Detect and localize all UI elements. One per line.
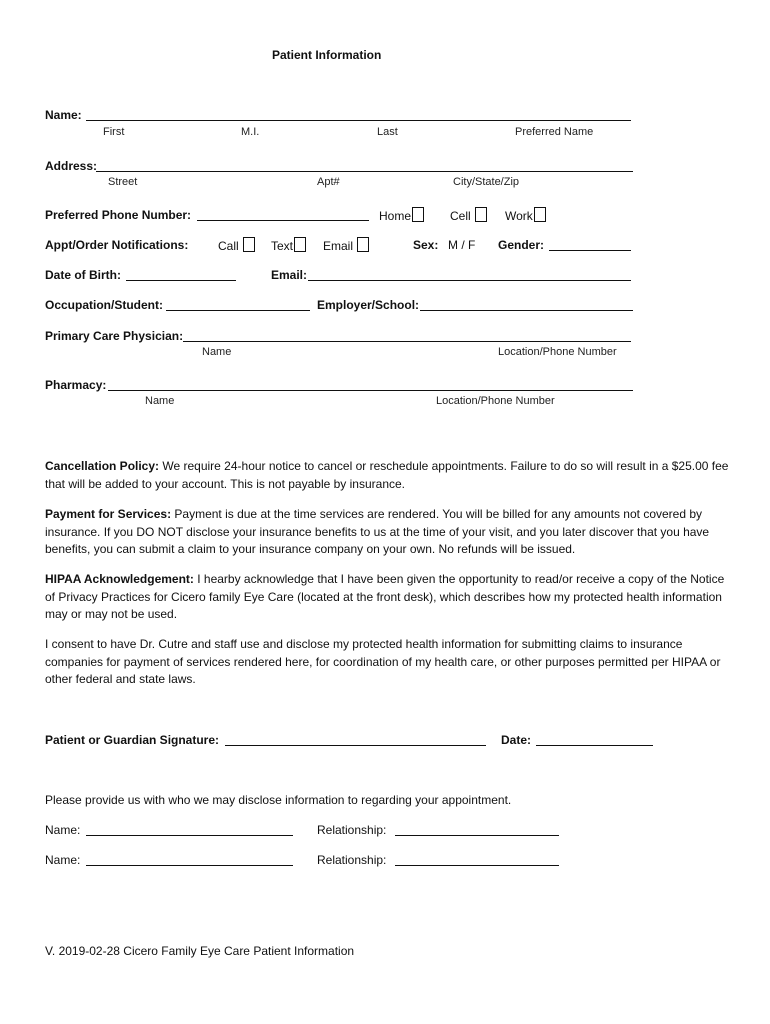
phone-cell-label: Cell (450, 209, 471, 223)
pcp-label: Primary Care Physician: (45, 329, 184, 343)
disclose-name-label-1: Name: (45, 823, 81, 837)
date-field[interactable] (536, 745, 653, 746)
email-field[interactable] (308, 280, 631, 281)
disclose-name-field-2[interactable] (86, 865, 293, 866)
notifications-label: Appt/Order Notifications: (45, 238, 189, 252)
phone-home-label: Home (379, 209, 412, 223)
notif-email-label: Email (323, 239, 354, 253)
gender-field[interactable] (549, 250, 631, 251)
phone-work-option[interactable] (505, 207, 546, 223)
disclose-relationship-label-2: Relationship: (317, 853, 387, 867)
work-checkbox[interactable] (534, 207, 546, 222)
phone-work-label: Work (505, 209, 533, 223)
name-caption-mi: M.I. (241, 126, 260, 138)
name-field[interactable] (86, 120, 631, 121)
phone-label: Preferred Phone Number: (45, 208, 192, 222)
text-checkbox[interactable] (294, 237, 306, 252)
notif-text-option[interactable] (271, 237, 306, 253)
consent-paragraph: I consent to have Dr. Cutre and staff use and disclose my protected health information for submitting claims to insurance companies for payment of services rendered here, for coordination of my health care, or other purposes permitted per HIPAA or other federal and state laws. (45, 637, 721, 686)
phone-field[interactable] (197, 220, 369, 221)
disclose-intro: Please provide us with who we may disclose information to regarding your appointment. (45, 793, 512, 807)
address-caption-apt: Apt# (317, 176, 340, 188)
cancellation-text: We require 24-hour notice to cancel or reschedule appointments. Failure to do so will result in a $25.00 fee that will be added to your account. This is not payable by insurance. (45, 459, 729, 491)
disclose-relationship-field-2[interactable] (395, 865, 559, 866)
gender-label: Gender: (498, 238, 545, 252)
occupation-field[interactable] (166, 310, 310, 311)
address-label: Address: (45, 159, 98, 173)
name-caption-first: First (103, 126, 125, 138)
disclose-relationship-label-1: Relationship: (317, 823, 387, 837)
name-label: Name: (45, 108, 82, 122)
signature-label: Patient or Guardian Signature: (45, 733, 220, 747)
occupation-label: Occupation/Student: (45, 298, 163, 312)
hipaa-heading: HIPAA Acknowledgement: (45, 572, 194, 586)
payment-text: Payment is due at the time services are rendered. You will be billed for any amounts not covered by insurance. If you DO NOT disclose your insurance benefits to us at the time of your visit, and you later discover that you have benefits, you can submit a claim to your insurance company on your own. No refunds will be issued. (45, 507, 710, 556)
notif-call-label: Call (218, 239, 239, 253)
notif-email-option[interactable] (323, 237, 369, 253)
address-caption-street: Street (108, 176, 138, 188)
cancellation-heading: Cancellation Policy: (45, 459, 160, 473)
disclose-relationship-field-1[interactable] (395, 835, 559, 836)
dob-field[interactable] (126, 280, 236, 281)
footer-version: V. 2019-02-28 Cicero Family Eye Care Patient Information (45, 944, 355, 958)
address-field[interactable] (96, 171, 633, 172)
pharmacy-field[interactable] (108, 390, 633, 391)
pcp-field[interactable] (183, 341, 631, 342)
pcp-caption-location: Location/Phone Number (498, 346, 617, 358)
home-checkbox[interactable] (412, 207, 424, 222)
call-checkbox[interactable] (243, 237, 255, 252)
page-title: Patient Information (272, 48, 382, 62)
sex-value[interactable]: M / F (448, 238, 476, 252)
employer-label: Employer/School: (317, 298, 420, 312)
cell-checkbox[interactable] (475, 207, 487, 222)
email-label: Email: (271, 268, 308, 282)
pharmacy-caption-name: Name (145, 395, 175, 407)
disclose-name-field-1[interactable] (86, 835, 293, 836)
sex-label: Sex: (413, 238, 439, 252)
phone-cell-option[interactable] (450, 207, 487, 223)
hipaa-text: I hearby acknowledge that I have been given the opportunity to read/or receive a copy of the Notice of Privacy Practices for Cicero family Eye Care (located at the front desk), which describes how my protected health information may or may not be used. (45, 572, 725, 621)
email-checkbox[interactable] (357, 237, 369, 252)
name-caption-last: Last (377, 126, 398, 138)
pcp-caption-name: Name (202, 346, 232, 358)
employer-field[interactable] (420, 310, 633, 311)
notif-text-label: Text (271, 239, 294, 253)
dob-label: Date of Birth: (45, 268, 121, 282)
name-caption-preferred: Preferred Name (515, 126, 594, 138)
pharmacy-label: Pharmacy: (45, 378, 107, 392)
disclose-name-label-2: Name: (45, 853, 81, 867)
phone-home-option[interactable] (379, 207, 424, 223)
pharmacy-caption-location: Location/Phone Number (436, 395, 555, 407)
hipaa-acknowledgement (45, 571, 730, 624)
date-label: Date: (501, 733, 532, 747)
payment-policy (45, 506, 730, 559)
signature-field[interactable] (225, 745, 486, 746)
cancellation-policy (45, 458, 730, 493)
notif-call-option[interactable] (218, 237, 255, 253)
payment-heading: Payment for Services: (45, 507, 172, 521)
address-caption-city: City/State/Zip (453, 176, 520, 188)
